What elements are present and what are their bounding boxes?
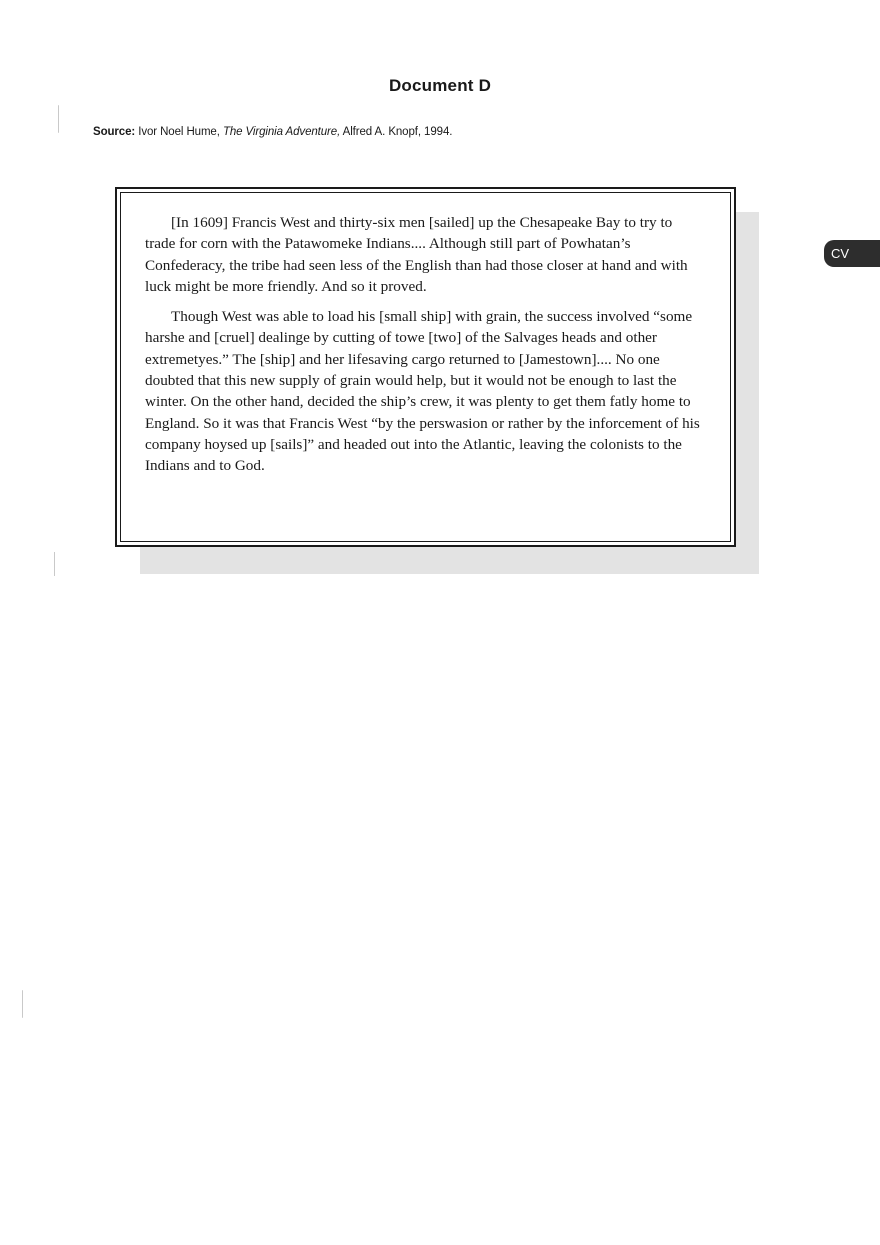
excerpt-box	[115, 187, 736, 547]
scan-artifact	[54, 552, 55, 576]
document-title: Document D	[388, 76, 492, 95]
source-book-title: The Virginia Adventure,	[222, 126, 341, 138]
source-label: Source:	[93, 126, 136, 138]
excerpt-paragraph-2: Though West was able to load his [small ship] with grain, the success involved “some harshe and [cruel] dealinge by cutting of towe [two] of the Salvages heads and other extremetyes.” The [ship] and her lifesaving cargo returned to [Jamestown].... No one doubted that this new supply of grain would help, but it would not be enough to last the winter. On the other hand, decided the ship’s crew, it was plenty to get them fatly home to England. So it was that Francis West “by the perswasion or rather by the inforcement of his company hoysed up [sails]” and headed out into the Atlantic, leaving the colonists to the Indians and to God.	[145, 308, 700, 475]
excerpt-paragraph-1: [In 1609] Francis West and thirty-six men [sailed] up the Chesapeake Bay to try to trade for corn with the Patawomeke Indians.... Although still part of Powhatan’s Confederacy, the tribe had seen less of the English than had those closer at hand and with luck might be more friendly. And so it proved.	[145, 214, 688, 295]
cv-side-tab: CV	[824, 240, 880, 267]
source-citation	[93, 126, 452, 138]
source-publisher: Alfred A. Knopf, 1994.	[342, 126, 453, 138]
scan-artifact	[22, 990, 23, 1018]
excerpt-text	[145, 212, 705, 486]
source-author: Ivor Noel Hume,	[138, 126, 220, 138]
scan-artifact	[58, 105, 59, 133]
